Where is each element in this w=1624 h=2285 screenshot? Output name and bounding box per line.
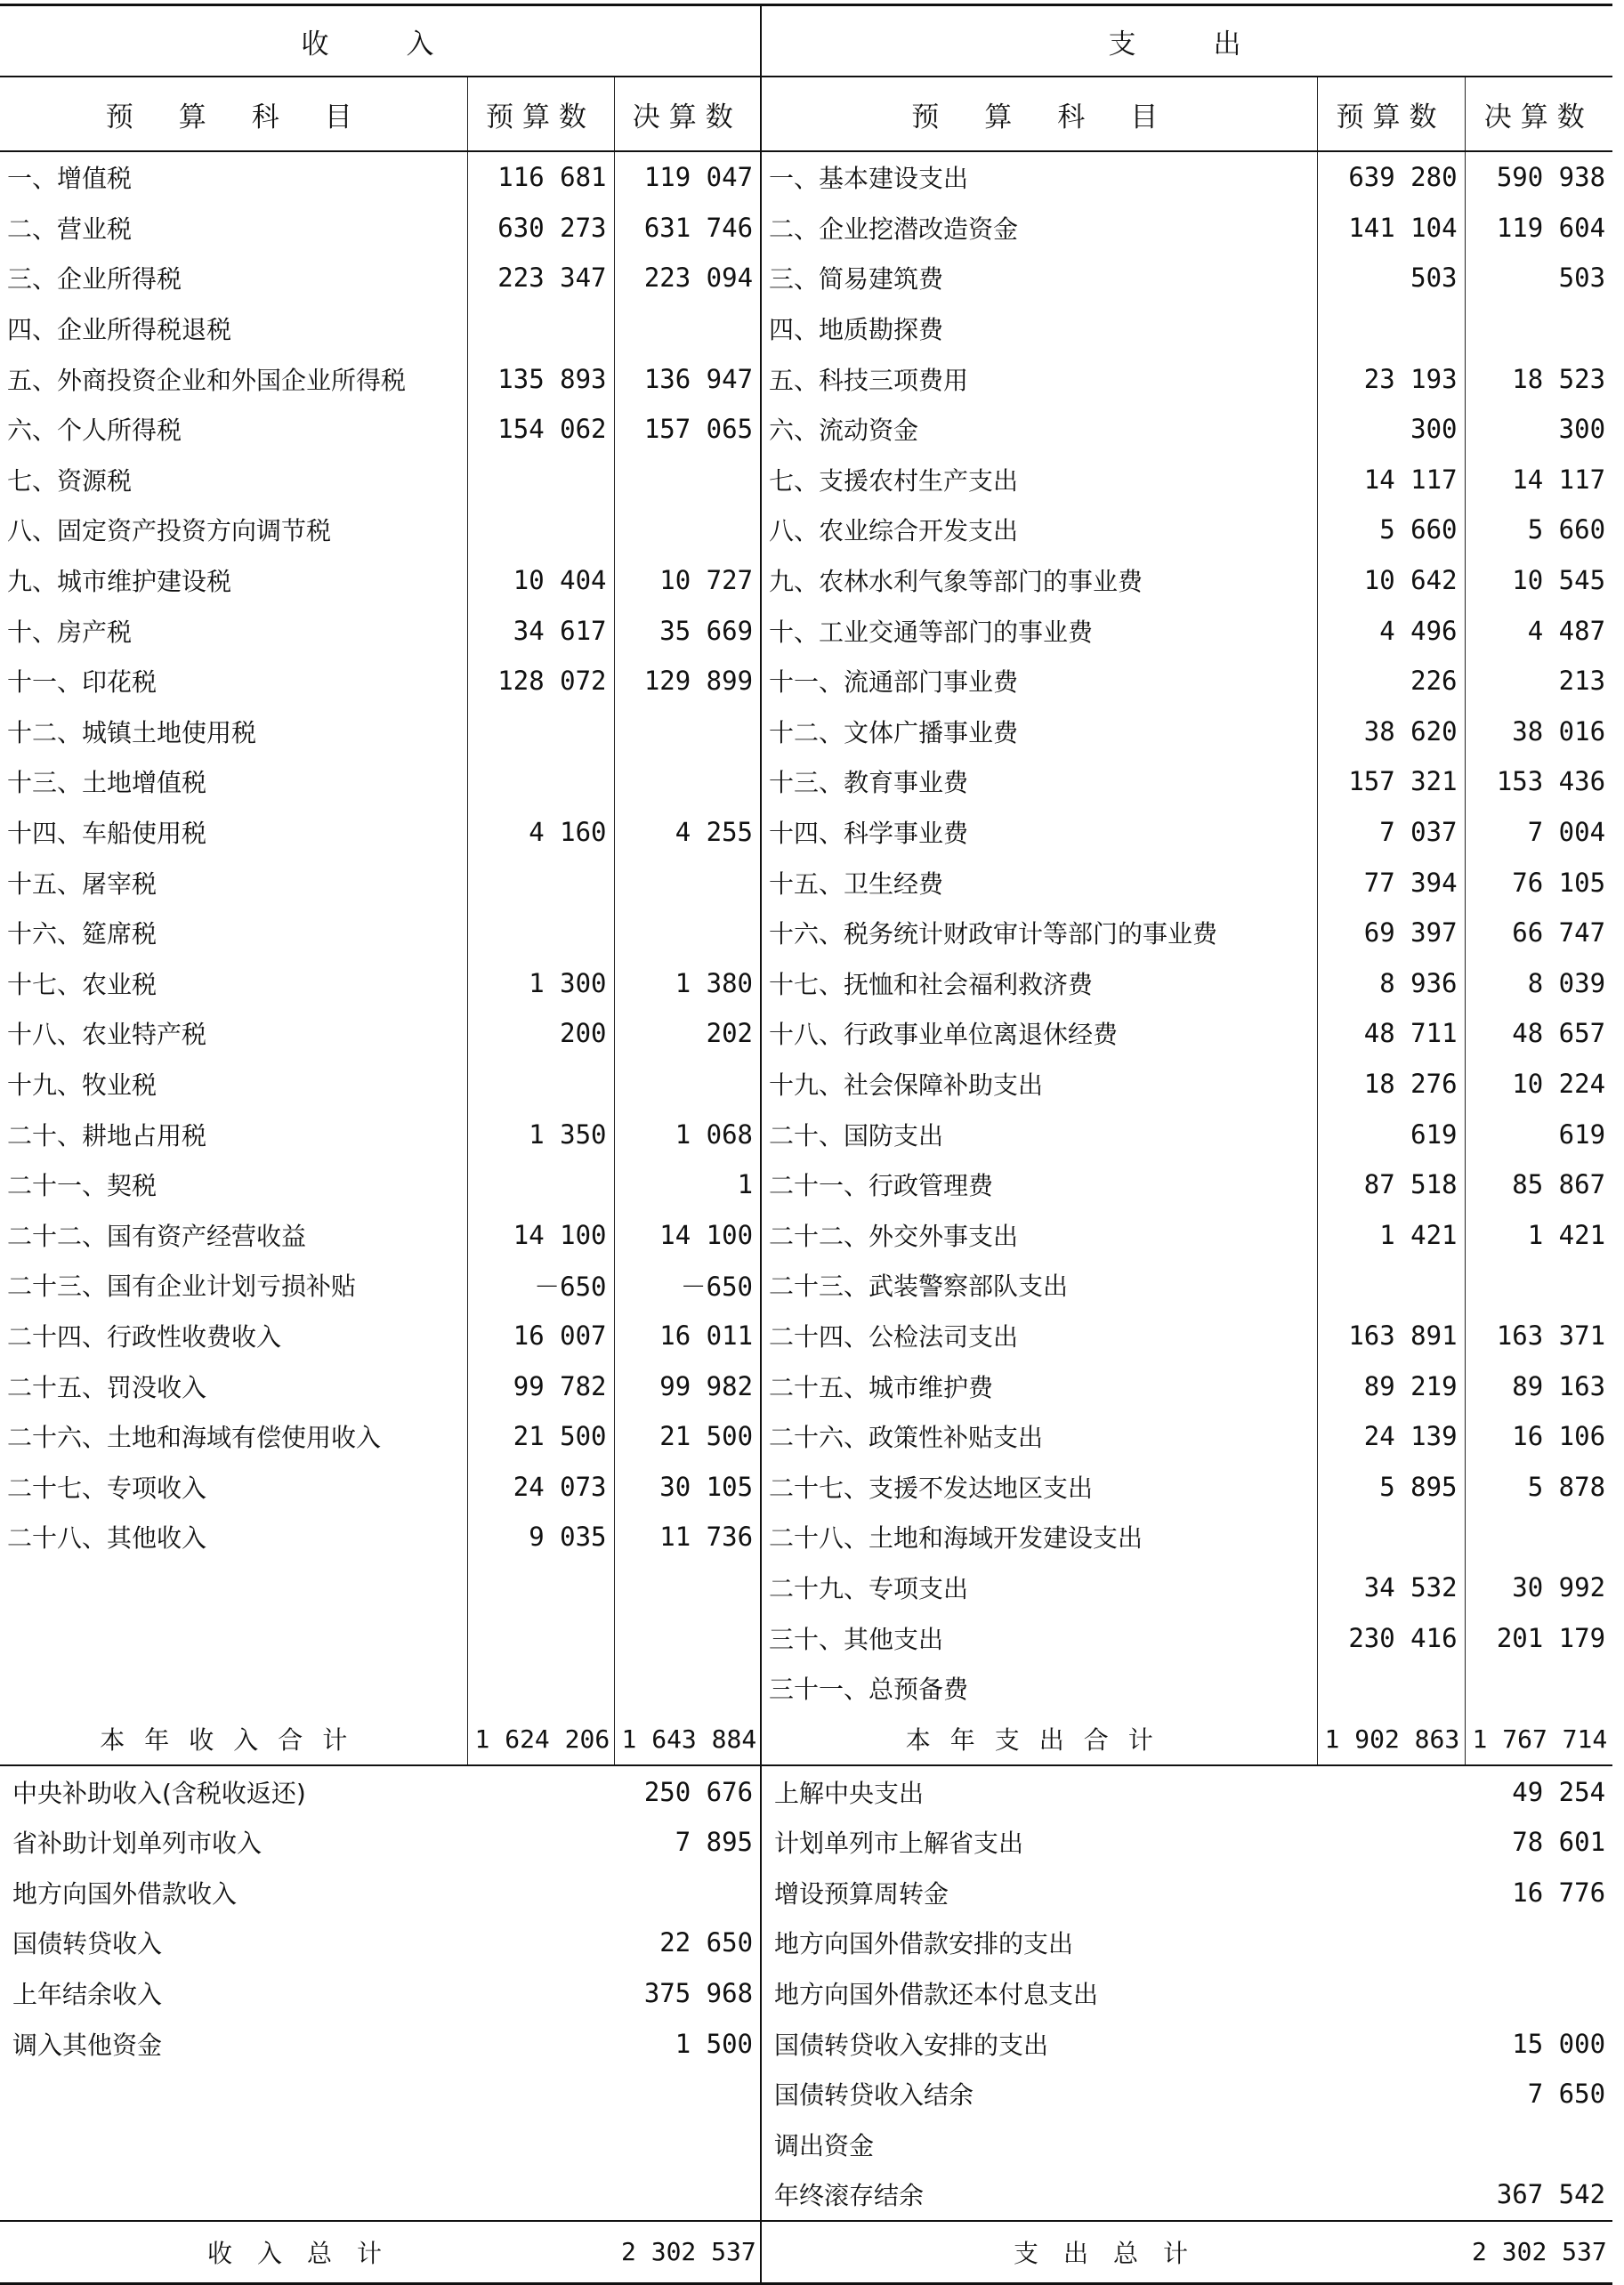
table-row [0, 1562, 1612, 1613]
income-final: 14 100 [614, 1209, 761, 1260]
summary-income-value: 250 676 [643, 1776, 754, 1807]
income-final: 1 [614, 1159, 761, 1210]
summary-expense-value: 15 000 [1512, 2028, 1606, 2059]
income-final [614, 908, 761, 958]
expense-item: 三、简易建筑费 [761, 253, 1317, 303]
expense-budget: 87 518 [1317, 1159, 1465, 1210]
expense-item: 三十、其他支出 [761, 1612, 1317, 1663]
expense-budget: 48 711 [1317, 1008, 1465, 1059]
income-item [0, 1612, 467, 1663]
income-item: 十三、土地增值税 [7, 768, 207, 798]
income-item: 七、资源税 [7, 465, 133, 496]
income-year-total-label: 本年收入合计 [0, 1713, 467, 1765]
income-item: 十七、农业税 [7, 969, 158, 999]
income-final [614, 1562, 761, 1613]
table-row [0, 303, 1612, 354]
expense-item: 二十九、专项支出 [761, 1562, 1317, 1613]
income-item-header: 预 算 科 目 [0, 77, 467, 151]
expense-item: 三十一、总预备费 [761, 1663, 1317, 1714]
grand-total-row [0, 2221, 1612, 2284]
summary-expense-value: 367 542 [1496, 2179, 1606, 2210]
income-final: 1 068 [614, 1109, 761, 1159]
expense-item: 十、工业交通等部门的事业费 [761, 605, 1317, 656]
expense-budget: 503 [1317, 253, 1465, 303]
income-grand-total-label: 收入总计 [0, 2221, 614, 2284]
income-final: 157 065 [614, 404, 761, 455]
summary-income-value [614, 2169, 761, 2221]
table-row [0, 1311, 1612, 1361]
expense-final: 30 992 [1465, 1562, 1612, 1613]
income-budget: 34 617 [467, 605, 614, 656]
table-row [0, 353, 1612, 404]
table-row [0, 706, 1612, 757]
income-budget [467, 1612, 614, 1663]
summary-income-value: 1 500 [675, 2028, 754, 2059]
income-item: 四、企业所得税退税 [7, 315, 232, 345]
summary-income-item: 国债转贷收入 [12, 1929, 163, 1959]
income-budget: 116 681 [467, 151, 614, 203]
table-row [0, 958, 1612, 1009]
expense-final: 300 [1465, 404, 1612, 455]
income-budget: 154 062 [467, 404, 614, 455]
summary-row [0, 1765, 1612, 1817]
expense-item: 二十七、支援不发达地区支出 [761, 1461, 1317, 1512]
income-final: 1 380 [614, 958, 761, 1009]
summary-income-item: 省补助计划单列市收入 [12, 1829, 263, 1859]
expense-item: 二十四、公检法司支出 [761, 1311, 1317, 1361]
expense-budget: 89 219 [1317, 1361, 1465, 1411]
income-final [614, 1663, 761, 1714]
expense-final [1465, 1512, 1612, 1562]
expense-item: 十一、流通部门事业费 [761, 656, 1317, 706]
table-row [0, 756, 1612, 807]
income-budget: 200 [467, 1008, 614, 1059]
income-budget [467, 1059, 614, 1110]
table-row [0, 656, 1612, 706]
income-final: 119 047 [614, 151, 761, 203]
expense-budget: 14 117 [1317, 455, 1465, 505]
expense-item: 十三、教育事业费 [761, 756, 1317, 807]
budget-rows [0, 151, 1612, 1713]
summary-expense-item: 地方向国外借款安排的支出 [761, 1918, 1465, 1968]
summary-expense-item: 年终滚存结余 [761, 2169, 1465, 2221]
expense-item: 二、企业挖潜改造资金 [761, 203, 1317, 254]
expense-budget: 226 [1317, 656, 1465, 706]
expense-grand-total-value: 2 302 537 [1465, 2221, 1612, 2284]
expense-item: 十八、行政事业单位离退休经费 [761, 1008, 1317, 1059]
income-year-total-budget: 1 624 206 [467, 1713, 614, 1765]
expense-final: 76 105 [1465, 857, 1612, 908]
expense-budget: 639 280 [1317, 151, 1465, 203]
expense-budget-header: 预算数 [1317, 77, 1465, 151]
income-item: 十八、农业特产税 [7, 1020, 207, 1050]
expense-item: 六、流动资金 [761, 404, 1317, 455]
table-row [0, 555, 1612, 606]
expense-final: 213 [1465, 656, 1612, 706]
expense-final [1465, 1663, 1612, 1714]
expense-budget: 619 [1317, 1109, 1465, 1159]
summary-income-item [0, 2069, 614, 2119]
table-row [0, 253, 1612, 303]
summary-income-item [0, 2169, 614, 2221]
expense-budget: 300 [1317, 404, 1465, 455]
expense-budget: 69 397 [1317, 908, 1465, 958]
income-final: 21 500 [614, 1411, 761, 1462]
income-budget: 128 072 [467, 656, 614, 706]
expense-year-total-budget: 1 902 863 [1317, 1713, 1465, 1765]
expense-final: 8 039 [1465, 958, 1612, 1009]
summary-expense-value [1465, 1918, 1612, 1968]
income-final [614, 756, 761, 807]
expense-budget [1317, 1260, 1465, 1311]
summary-income-item: 中央补助收入(含税收返还) [12, 1778, 306, 1808]
expense-final: 10 224 [1465, 1059, 1612, 1110]
year-total-row [0, 1713, 1612, 1765]
income-budget [467, 857, 614, 908]
expense-item: 七、支援农村生产支出 [761, 455, 1317, 505]
summary-row [0, 1817, 1612, 1868]
income-item: 二十二、国有资产经营收益 [7, 1221, 307, 1251]
income-budget [467, 505, 614, 555]
summary-row [0, 1918, 1612, 1968]
table-row [0, 1512, 1612, 1562]
income-item: 五、外商投资企业和外国企业所得税 [7, 365, 407, 395]
expense-item-header: 预 算 科 目 [761, 77, 1317, 151]
income-final: －650 [614, 1260, 761, 1311]
table-row [0, 455, 1612, 505]
income-item: 一、增值税 [7, 164, 133, 194]
income-budget: 1 350 [467, 1109, 614, 1159]
summary-income-value: 22 650 [659, 1927, 754, 1958]
table-row [0, 404, 1612, 455]
expense-final: 16 106 [1465, 1411, 1612, 1462]
summary-expense-item: 地方向国外借款还本付息支出 [761, 1968, 1465, 2019]
expense-budget [1317, 1512, 1465, 1562]
summary-expense-item: 国债转贷收入安排的支出 [761, 2018, 1465, 2069]
expense-final: 48 657 [1465, 1008, 1612, 1059]
income-item: 十四、车船使用税 [7, 819, 207, 849]
income-final [614, 303, 761, 354]
expense-budget: 77 394 [1317, 857, 1465, 908]
summary-income-item: 地方向国外借款收入 [12, 1878, 238, 1909]
expense-final: 619 [1465, 1109, 1612, 1159]
income-budget: 135 893 [467, 353, 614, 404]
table-row [0, 1008, 1612, 1059]
expense-final [1465, 303, 1612, 354]
income-final: 136 947 [614, 353, 761, 404]
expense-year-total-final: 1 767 714 [1465, 1713, 1612, 1765]
summary-expense-value [1465, 1968, 1612, 2019]
income-budget: 630 273 [467, 203, 614, 254]
income-final [614, 455, 761, 505]
summary-income-value: 375 968 [643, 1978, 754, 2009]
income-item: 二、营业税 [7, 214, 133, 244]
expense-item: 十六、税务统计财政审计等部门的事业费 [761, 908, 1317, 958]
expense-final: 85 867 [1465, 1159, 1612, 1210]
expense-budget: 7 037 [1317, 807, 1465, 858]
expense-budget: 163 891 [1317, 1311, 1465, 1361]
income-final: 631 746 [614, 203, 761, 254]
table-row [0, 1260, 1612, 1311]
income-budget-header: 预算数 [467, 77, 614, 151]
summary-rows [0, 1765, 1612, 2220]
table-row [0, 908, 1612, 958]
expense-final: 5 878 [1465, 1461, 1612, 1512]
expense-item: 二十六、政策性补贴支出 [761, 1411, 1317, 1462]
summary-expense-item: 增设预算周转金 [761, 1868, 1465, 1918]
summary-income-value [614, 2069, 761, 2119]
expense-budget [1317, 303, 1465, 354]
income-year-total-final: 1 643 884 [614, 1713, 761, 1765]
expense-final: 590 938 [1465, 151, 1612, 203]
income-budget [467, 756, 614, 807]
income-budget [467, 303, 614, 354]
expense-final: 7 004 [1465, 807, 1612, 858]
table-row [0, 1411, 1612, 1462]
income-final [614, 505, 761, 555]
summary-expense-value: 16 776 [1512, 1877, 1606, 1908]
summary-income-item: 调入其他资金 [12, 2030, 163, 2060]
table-row [0, 857, 1612, 908]
expense-budget: 24 139 [1317, 1411, 1465, 1462]
income-final: 30 105 [614, 1461, 761, 1512]
income-budget: 10 404 [467, 555, 614, 606]
income-final: 4 255 [614, 807, 761, 858]
summary-expense-item: 国债转贷收入结余 [761, 2069, 1465, 2119]
expense-item: 一、基本建设支出 [761, 151, 1317, 203]
summary-income-item [0, 2119, 614, 2170]
income-final: 16 011 [614, 1311, 761, 1361]
income-budget [467, 1562, 614, 1613]
income-item: 二十五、罚没收入 [7, 1372, 207, 1402]
income-final [614, 1059, 761, 1110]
expense-final: 503 [1465, 253, 1612, 303]
expense-item: 二十二、外交外事支出 [761, 1209, 1317, 1260]
income-item: 二十六、土地和海域有偿使用收入 [7, 1423, 382, 1453]
summary-row [0, 1968, 1612, 2019]
summary-expense-item: 调出资金 [761, 2119, 1465, 2170]
income-budget: 9 035 [467, 1512, 614, 1562]
expense-item: 四、地质勘探费 [761, 303, 1317, 354]
income-item: 八、固定资产投资方向调节税 [7, 516, 332, 546]
expense-item: 十五、卫生经费 [761, 857, 1317, 908]
table-row [0, 1612, 1612, 1663]
expense-item: 十九、社会保障补助支出 [761, 1059, 1317, 1110]
summary-income-value [614, 1868, 761, 1918]
summary-expense-item: 计划单列市上解省支出 [761, 1817, 1465, 1868]
expense-final: 38 016 [1465, 706, 1612, 757]
summary-expense-value [1465, 2119, 1612, 2170]
income-section-title: 收 入 [0, 5, 761, 77]
income-item: 十五、屠宰税 [7, 868, 158, 899]
income-item: 二十四、行政性收费收入 [7, 1321, 282, 1352]
expense-section-title: 支 出 [761, 5, 1612, 77]
expense-final: 14 117 [1465, 455, 1612, 505]
income-final: 129 899 [614, 656, 761, 706]
table-row [0, 605, 1612, 656]
expense-final: 119 604 [1465, 203, 1612, 254]
income-final [614, 706, 761, 757]
income-budget [467, 1159, 614, 1210]
summary-row [0, 2018, 1612, 2069]
table-row [0, 1109, 1612, 1159]
income-budget [467, 455, 614, 505]
summary-expense-item: 上解中央支出 [761, 1765, 1465, 1817]
income-budget: 99 782 [467, 1361, 614, 1411]
expense-budget: 141 104 [1317, 203, 1465, 254]
expense-final: 163 371 [1465, 1311, 1612, 1361]
expense-item: 二十、国防支出 [761, 1109, 1317, 1159]
income-final: 202 [614, 1008, 761, 1059]
expense-budget: 10 642 [1317, 555, 1465, 606]
income-budget: 21 500 [467, 1411, 614, 1462]
income-item: 二十、耕地占用税 [7, 1120, 207, 1151]
expense-final: 89 163 [1465, 1361, 1612, 1411]
expense-budget [1317, 1663, 1465, 1714]
expense-budget: 5 660 [1317, 505, 1465, 555]
expense-item: 二十八、土地和海域开发建设支出 [761, 1512, 1317, 1562]
income-item: 十六、筵席税 [7, 919, 158, 949]
income-item: 二十一、契税 [7, 1171, 158, 1201]
income-item: 三、企业所得税 [7, 264, 182, 295]
summary-row [0, 2119, 1612, 2170]
income-item: 十、房产税 [7, 617, 133, 647]
income-final [614, 857, 761, 908]
expense-final [1465, 1260, 1612, 1311]
table-row [0, 151, 1612, 203]
expense-budget: 157 321 [1317, 756, 1465, 807]
table-row [0, 1461, 1612, 1512]
income-item: 二十三、国有企业计划亏损补贴 [7, 1272, 357, 1302]
income-final-header: 决算数 [614, 77, 761, 151]
budget-table [0, 4, 1612, 2285]
table-row [0, 1361, 1612, 1411]
income-item: 十一、印花税 [7, 667, 158, 698]
expense-budget: 5 895 [1317, 1461, 1465, 1512]
table-row [0, 807, 1612, 858]
expense-final: 5 660 [1465, 505, 1612, 555]
expense-item: 十七、抚恤和社会福利救济费 [761, 958, 1317, 1009]
expense-final: 4 487 [1465, 605, 1612, 656]
income-budget [467, 706, 614, 757]
expense-item: 二十三、武装警察部队支出 [761, 1260, 1317, 1311]
expense-item: 八、农业综合开发支出 [761, 505, 1317, 555]
table-row [0, 505, 1612, 555]
income-item [0, 1663, 467, 1714]
income-budget: 24 073 [467, 1461, 614, 1512]
income-item: 二十七、专项收入 [7, 1473, 207, 1503]
expense-item: 九、农林水利气象等部门的事业费 [761, 555, 1317, 606]
summary-row [0, 1868, 1612, 1918]
summary-expense-value: 7 650 [1527, 2079, 1606, 2110]
table-row [0, 1059, 1612, 1110]
expense-budget: 1 421 [1317, 1209, 1465, 1260]
income-item: 二十八、其他收入 [7, 1523, 207, 1554]
income-budget [467, 1663, 614, 1714]
summary-income-value [614, 2119, 761, 2170]
expense-final-header: 决算数 [1465, 77, 1612, 151]
expense-year-total-label: 本年支出合计 [761, 1713, 1317, 1765]
income-final: 11 736 [614, 1512, 761, 1562]
income-final [614, 1612, 761, 1663]
expense-final: 153 436 [1465, 756, 1612, 807]
income-item: 九、城市维护建设税 [7, 567, 232, 597]
expense-final: 1 421 [1465, 1209, 1612, 1260]
expense-budget: 38 620 [1317, 706, 1465, 757]
income-budget: －650 [467, 1260, 614, 1311]
expense-budget: 18 276 [1317, 1059, 1465, 1110]
income-budget [467, 908, 614, 958]
expense-budget: 23 193 [1317, 353, 1465, 404]
expense-budget: 4 496 [1317, 605, 1465, 656]
summary-expense-value: 49 254 [1512, 1776, 1606, 1807]
income-item [0, 1562, 467, 1613]
income-final: 10 727 [614, 555, 761, 606]
summary-expense-value: 78 601 [1512, 1827, 1606, 1858]
expense-item: 五、科技三项费用 [761, 353, 1317, 404]
expense-final: 10 545 [1465, 555, 1612, 606]
table-row [0, 203, 1612, 254]
summary-income-value: 7 895 [675, 1827, 754, 1858]
income-final: 35 669 [614, 605, 761, 656]
income-budget: 1 300 [467, 958, 614, 1009]
income-budget: 223 347 [467, 253, 614, 303]
expense-grand-total-label: 支出总计 [761, 2221, 1465, 2284]
income-grand-total-value: 2 302 537 [614, 2221, 761, 2284]
expense-budget: 34 532 [1317, 1562, 1465, 1613]
table-row [0, 1663, 1612, 1714]
summary-income-item: 上年结余收入 [12, 1980, 163, 2010]
expense-final: 201 179 [1465, 1612, 1612, 1663]
summary-row [0, 2069, 1612, 2119]
expense-item: 二十五、城市维护费 [761, 1361, 1317, 1411]
expense-budget: 230 416 [1317, 1612, 1465, 1663]
income-budget: 4 160 [467, 807, 614, 858]
table-row [0, 1209, 1612, 1260]
income-item: 十九、牧业税 [7, 1070, 158, 1100]
table-row [0, 1159, 1612, 1210]
expense-final: 18 523 [1465, 353, 1612, 404]
expense-budget: 8 936 [1317, 958, 1465, 1009]
expense-item: 十二、文体广播事业费 [761, 706, 1317, 757]
expense-final: 66 747 [1465, 908, 1612, 958]
income-budget: 14 100 [467, 1209, 614, 1260]
income-item: 六、个人所得税 [7, 416, 182, 446]
summary-row [0, 2169, 1612, 2221]
income-final: 223 094 [614, 253, 761, 303]
income-budget: 16 007 [467, 1311, 614, 1361]
income-final: 99 982 [614, 1361, 761, 1411]
expense-item: 十四、科学事业费 [761, 807, 1317, 858]
income-item: 十二、城镇土地使用税 [7, 717, 257, 747]
expense-item: 二十一、行政管理费 [761, 1159, 1317, 1210]
